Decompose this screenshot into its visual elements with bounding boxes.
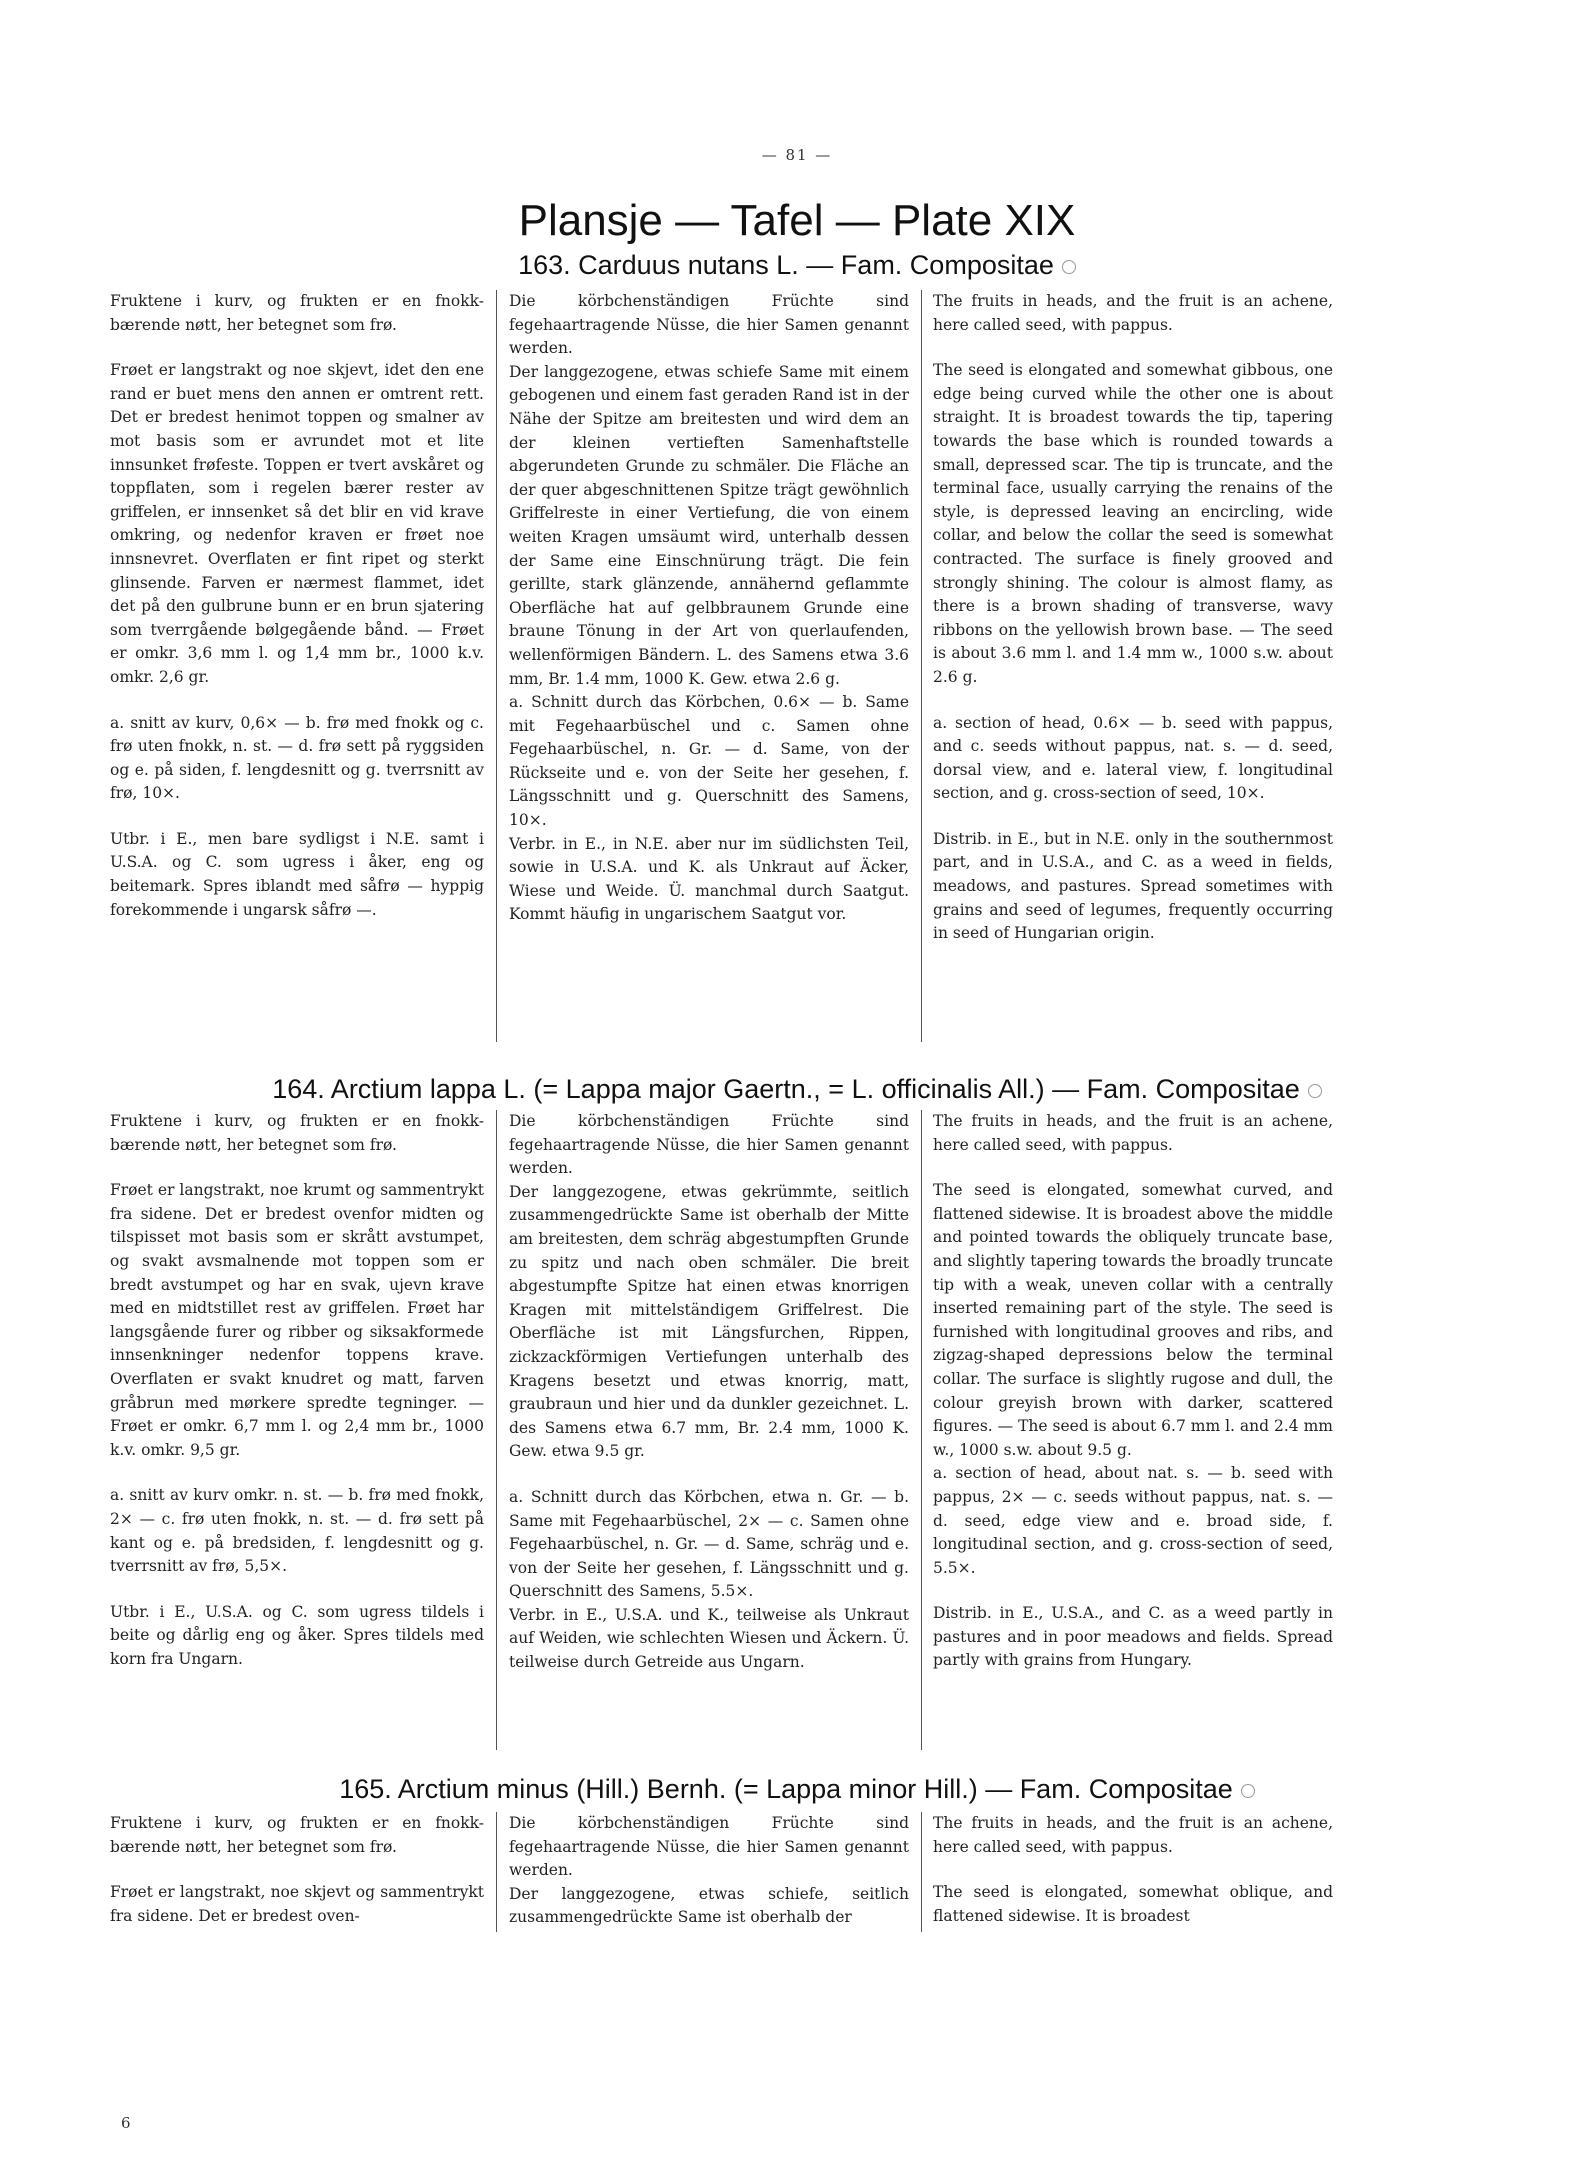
paragraph: Frøet er langstrakt, noe skjevt og sammentrykt fra sidene. Det er bredest oven-: [110, 1883, 484, 1925]
column-german-164: [509, 1110, 909, 1675]
compositae-symbol-icon: [1308, 1084, 1322, 1098]
paragraph: Verbr. in E., in N.E. aber nur im südlichsten Teil, sowie in U.S.A. und K. als Unkraut auf Äcker, Wiese und Weide. Ü. manchmal durch Saatgut. Kommt häufig in ungarischem Saatgut vor.: [509, 834, 909, 924]
paragraph: Der langgezogene, etwas gekrümmte, seitlich zusammengedrückte Same ist oberhalb der Mitte am breitesten, dem schräg abgestumpften Grunde zu spitz und nach oben schmäler. Die breit abgestumpfte Spitze hat einen etwas knorrigen Kragen mit mittelständigem Griffelrest. Die Oberfläche ist mit Längsfurchen, Rippen, zickzackförmigen Vertiefungen unterhalb des Kragens besetzt und etwas knorrig, matt, graubraun und hier und da dunkler gezeichnet. L. des Samens etwa 6.7 mm, Br. 2.4 mm, 1000 K. Gew. etwa 9.5 gr.: [509, 1182, 909, 1461]
paragraph: a. snitt av kurv omkr. n. st. — b. frø med fnokk, 2× — c. frø uten fnokk, n. st. — d. frø sett på kant og e. på bredsiden, f. lengdesnitt og g. tverrsnitt av frø, 5,5×.: [110, 1486, 484, 1576]
species-heading-165: [0, 1774, 1594, 1805]
plate-title: Plansje — Tafel — Plate XIX: [518, 196, 1076, 245]
paragraph: The seed is elongated, somewhat curved, and flattened sidewise. It is broadest above the middle and pointed towards the obliquely truncate base, and slightly tapering towards the broadly truncate tip with a weak, uneven collar with a centrally inserted remaining part of the style. The seed is furnished with longitudinal grooves and ribs, and zigzag-shaped depressions below the terminal collar. The surface is slightly rugose and dull, the colour greyish brown with darker, scattered figures. — The seed is about 6.7 mm l. and 2.4 mm w., 1000 s.w. about 9.5 g.: [933, 1181, 1333, 1459]
column-german-163: [509, 290, 909, 927]
species-heading-164: [0, 1074, 1594, 1105]
paragraph: Utbr. i E., U.S.A. og C. som ugress tildels i beite og dårlig eng og åker. Spres tildels med korn fra Ungarn.: [110, 1602, 484, 1668]
paragraph: Die körbchenständigen Früchte sind fegehaartragende Nüsse, die hier Samen genannt werden.: [509, 292, 909, 358]
paragraph: a. section of head, about nat. s. — b. seed with pappus, 2× — c. seeds without pappus, nat. s. — d. seed, edge view and e. broad side, f. longitudinal section, and g. cross-section of seed, 5.5×.: [933, 1464, 1333, 1577]
paragraph: The fruits in heads, and the fruit is an achene, here called seed, with pappus.: [933, 1814, 1333, 1856]
compositae-symbol-icon: [1062, 260, 1076, 274]
paragraph: Distrib. in E., but in N.E. only in the southernmost part, and in U.S.A., and C. as a weed in fields, meadows, and pastures. Spread sometimes with grains and seed of legumes, frequently occurring in seed of Hungarian origin.: [933, 829, 1333, 943]
paragraph: Frøet er langstrakt og noe skjevt, idet den ene rand er buet mens den annen er omtrent rett. Det er bredest henimot toppen og smalner av mot basis som er avrundet mot et lite innsunket frøfeste. Toppen er tvert avskåret og toppflaten, som i regelen bærer rester av griffelen, er innsenket så det blir en vid krave omkring, og nedenfor kraven er frøet noe innsnevret. Overflaten er fint ripet og sterkt glinsende. Farven er nærmest flammet, idet det på den gulbrune bunn er en brun sjatering som tverrgående bølgegående bånd. — Frøet er omkr. 3,6 mm l. og 1,4 mm br., 1000 k.v. omkr. 2,6 gr.: [110, 361, 484, 686]
paragraph: The fruits in heads, and the fruit is an achene, here called seed, with pappus.: [933, 1112, 1333, 1154]
paragraph: Fruktene i kurv, og frukten er en fnokk-bærende nøtt, her betegnet som frø.: [110, 1112, 484, 1154]
column-divider: [921, 290, 922, 1042]
paragraph: Verbr. in E., U.S.A. und K., teilweise als Unkraut auf Weiden, wie schlechten Wiesen und Äckern. Ü. teilweise durch Getreide aus Ungarn.: [509, 1605, 909, 1672]
paragraph: The seed is elongated, somewhat oblique, and flattened sidewise. It is broadest: [933, 1883, 1333, 1925]
paragraph: a. section of head, 0.6× — b. seed with pappus, and c. seeds without pappus, nat. s. — d. seed, dorsal view, and e. lateral view, f. longitudinal section, and g. cross-section of seed, 10×.: [933, 713, 1333, 803]
column-english-164: [933, 1110, 1333, 1673]
paragraph: Die körbchenständigen Früchte sind fegehaartragende Nüsse, die hier Samen genannt werden.: [509, 1814, 909, 1880]
page-number: — 81 —: [761, 146, 833, 164]
compositae-symbol-icon: [1241, 1784, 1255, 1798]
paragraph: a. snitt av kurv, 0,6× — b. frø med fnokk og c. frø uten fnokk, n. st. — d. frø sett på ryggsiden og e. på siden, f. lengdesnitt og g. tverrsnitt av frø, 10×.: [110, 713, 484, 803]
species-heading-163: [0, 250, 1594, 281]
paragraph: Der langgezogene, etwas schiefe Same mit einem gebogenen und einem fast geraden Rand ist in der Nähe der Spitze am breitesten und wird dem an der kleinen vertieften Samenhaftstelle abgerundeten Grunde zu schmäler. Die Fläche an der quer abgeschnittenen Spitze trägt gewöhnlich Griffelreste in einer Vertiefung, die von einem weiten Kragen umsäumt wird, unterhalb dessen der Same eine Einschnürung trägt. Die fein gerillte, stark glänzende, annähernd geflammte Oberfläche hat auf gelbbraunem Grunde eine braune Tönung in der Art von querlaufenden, wellenförmigen Bändern. L. des Samens etwa 3.6 mm, Br. 1.4 mm, 1000 K. Gew. etwa 2.6 g.: [509, 362, 909, 688]
column-english-163: [933, 290, 1333, 946]
column-english-165: [933, 1812, 1333, 1928]
paragraph: Der langgezogene, etwas schiefe, seitlich zusammengedrückte Same ist oberhalb der: [509, 1884, 909, 1927]
column-norwegian-163: [110, 290, 484, 922]
column-divider: [921, 1110, 922, 1750]
species-heading-text: 163. Carduus nutans L. — Fam. Compositae: [518, 250, 1054, 280]
column-divider: [496, 290, 497, 1042]
paragraph: The seed is elongated and somewhat gibbous, one edge being curved while the other one is about straight. It is broadest towards the tip, tapering towards the base which is rounded towards a small, depressed scar. The tip is truncate, and the terminal face, usually carrying the renains of the style, is depressed leaving an encircling, wide collar, and below the collar the seed is somewhat contracted. The surface is finely grooved and strongly shining. The colour is almost flamy, as there is a brown shading of transverse, wavy ribbons on the yellowish brown base. — The seed is about 3.6 mm l. and 1.4 mm w., 1000 s.w. about 2.6 g.: [933, 361, 1333, 686]
column-german-165: [509, 1812, 909, 1930]
paragraph: Utbr. i E., men bare sydligst i N.E. samt i U.S.A. og C. som ugress i åker, eng og beitemark. Spres iblandt med såfrø — hyppig forekommende i ungarsk såfrø —.: [110, 829, 484, 919]
species-heading-text: 165. Arctium minus (Hill.) Bernh. (= Lappa minor Hill.) — Fam. Compositae: [339, 1774, 1233, 1804]
column-norwegian-165: [110, 1812, 484, 1928]
column-norwegian-164: [110, 1110, 484, 1671]
species-heading-text: 164. Arctium lappa L. (= Lappa major Gaertn., = L. officinalis All.) — Fam. Compositae: [272, 1074, 1300, 1104]
column-divider: [496, 1110, 497, 1750]
paragraph: Fruktene i kurv, og frukten er en fnokk-bærende nøtt, her betegnet som frø.: [110, 292, 484, 334]
column-divider: [921, 1812, 922, 1932]
paragraph: Die körbchenständigen Früchte sind fegehaartragende Nüsse, die hier Samen genannt werden.: [509, 1112, 909, 1178]
paragraph: Fruktene i kurv, og frukten er en fnokk-bærende nøtt, her betegnet som frø.: [110, 1814, 484, 1856]
paragraph: Distrib. in E., U.S.A., and C. as a weed partly in pastures and in poor meadows and fields. Spread partly with grains from Hungary.: [933, 1604, 1333, 1670]
folio-signature: 6: [121, 2114, 131, 2132]
paragraph: The fruits in heads, and the fruit is an achene, here called seed, with pappus.: [933, 292, 1333, 334]
paragraph: a. Schnitt durch das Körbchen, 0.6× — b. Same mit Fegehaarbüschel und c. Samen ohne Fegehaarbüschel, n. Gr. — d. Same, von der Rückseite und e. von der Seite her gesehen, f. Längsschnitt und g. Querschnitt des Samens, 10×.: [509, 693, 909, 830]
column-divider: [496, 1812, 497, 1932]
paragraph: a. Schnitt durch das Körbchen, etwa n. Gr. — b. Same mit Fegehaarbüschel, 2× — c. Samen ohne Fegehaarbüschel, n. Gr. — d. Same, schräg und e. von der Seite her gesehen, f. Längsschnitt und g. Querschnitt des Samens, 5.5×.: [509, 1487, 909, 1601]
paragraph: Frøet er langstrakt, noe krumt og sammentrykt fra sidene. Det er bredest ovenfor midten og tilspisset mot basis som er skrått avstumpet, og svakt avsmalnende mot toppen som er bredt avstumpet og har en svak, ujevn krave med en midtstillet rest av griffelen. Frøet har langsgående furer og ribber og siksakformede innsenkninger nedenfor toppens krave. Overflaten er svakt knudret og matt, farven gråbrun med mørkere spredte tegninger. — Frøet er omkr. 6,7 mm l. og 2,4 mm br., 1000 k.v. omkr. 9,5 gr.: [110, 1181, 484, 1459]
